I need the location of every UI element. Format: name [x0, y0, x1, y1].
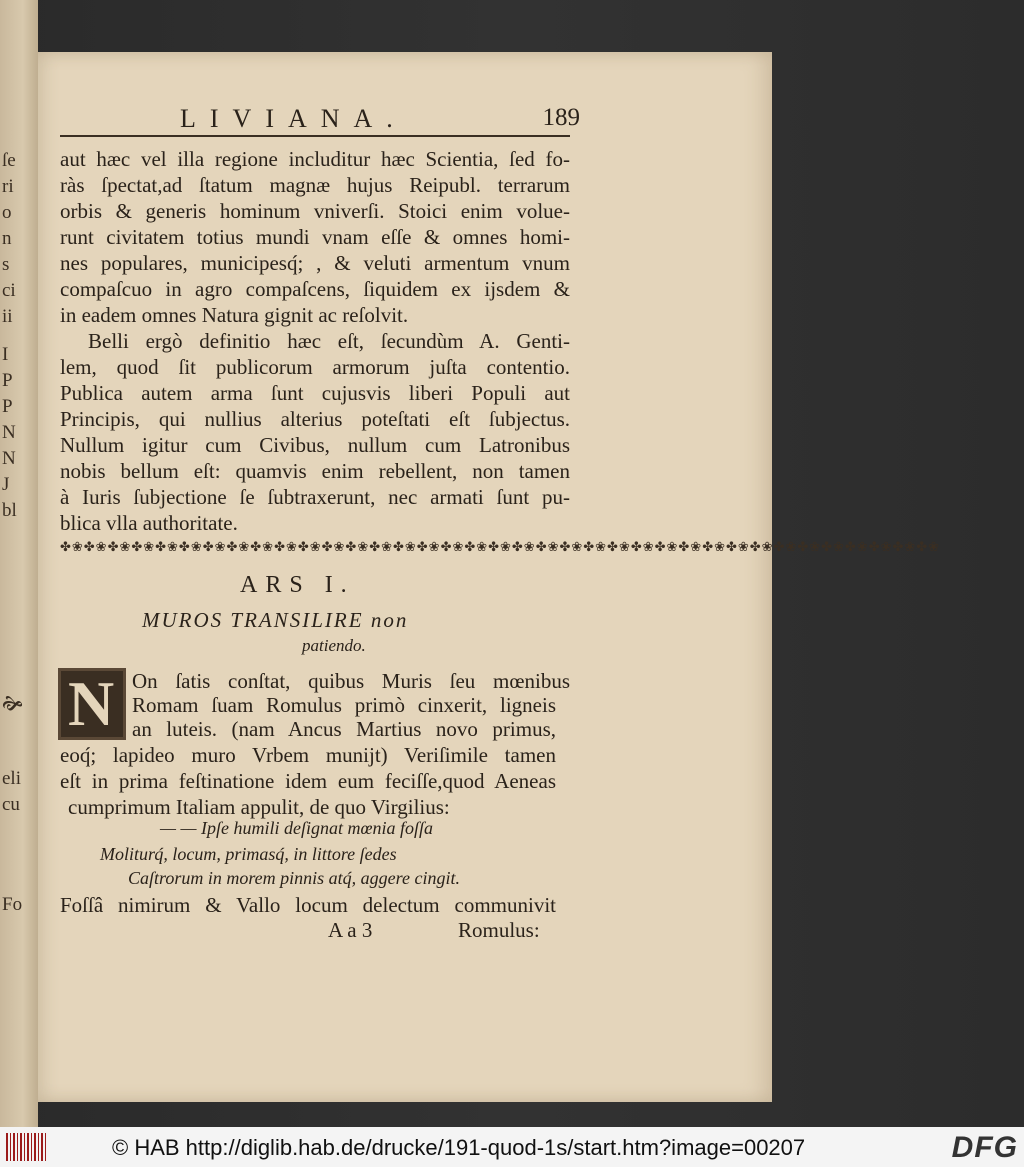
text-line: nobis bellum eſt: quamvis enim rebellent, non tamen — [60, 459, 570, 483]
section-subtitle-continued: patiendo. — [302, 636, 366, 655]
text-line: in eadem omnes Natura gignit ac reſolvit. — [60, 303, 409, 327]
page-header — [180, 104, 580, 134]
section-subtitle: MUROS TRANSILIRE non — [142, 608, 409, 632]
text-line: compaſcuo in agro compaſcens, ſiquidem ex ijsdem & — [60, 277, 570, 301]
text-line: eſt in prima feſtinatione idem eum feciſſe,quod Aeneas — [60, 769, 556, 793]
ornament-border: ✤❀✤❀✤❀✤❀✤❀✤❀✤❀✤❀✤❀✤❀✤❀✤❀✤❀✤❀✤❀✤❀✤❀✤❀✤❀✤❀✤❀✤❀✤❀✤❀✤❀✤❀✤❀✤❀✤❀✤❀✤❀✤❀✤❀✤❀✤❀✤❀✤❀ — [60, 539, 941, 554]
text-line: à Iuris ſubjectione ſe ſubtraxerunt, nec armati ſunt pu- — [60, 485, 570, 509]
source-credit-link[interactable]: © HAB http://diglib.hab.de/drucke/191-quod-1s/start.htm?image=00207 — [112, 1135, 806, 1160]
previous-page-edge: ſe ri o n s ci ii I P P N N J bl 🙞 eli cu Fo — [0, 0, 38, 1127]
decorated-initial — [58, 668, 126, 740]
catchword: Romulus: — [458, 918, 540, 942]
text-line: ràs ſpectat,ad ſtatum magnæ hujus Reipubl. terrarum — [60, 173, 570, 197]
viewer-footer — [0, 1127, 1024, 1167]
text-line: an luteis. (nam Ancus Martius novo primus, — [132, 717, 556, 741]
page-number: 189 — [542, 104, 580, 131]
hab-barcode-icon — [6, 1133, 46, 1161]
signature-mark: A a 3 — [328, 918, 373, 942]
initial-letter: N — [68, 668, 115, 739]
text-line: cumprimum Italiam appulit, de quo Virgilius: — [68, 795, 450, 819]
text-line: Foſſâ nimirum & Vallo locum delectum communivit — [60, 893, 556, 917]
text-line: Romam ſuam Romulus primò cinxerit, ligneis — [132, 693, 556, 717]
verse-line: Moliturq́, locum, primasq́, in littore ſedes — [100, 844, 397, 864]
text-line: Belli ergò definitio hæc eſt, ſecundùm A. Genti- — [88, 329, 570, 353]
text-line: blica vlla authoritate. — [60, 511, 238, 535]
verse-line: Caſtrorum in morem pinnis atq́, aggere cingit. — [128, 868, 460, 888]
text-line: orbis & generis hominum vniverſi. Stoici enim volue- — [60, 199, 570, 223]
text-line: runt civitatem totius mundi vnam eſſe & omnes homi- — [60, 225, 570, 249]
text-line: Nullum igitur cum Civibus, nullum cum Latronibus — [60, 433, 570, 457]
text-line: On ſatis conſtat, quibus Muris ſeu mœnibus — [132, 669, 570, 693]
header-rule — [60, 135, 570, 137]
text-line: lem, quod ſit publicorum armorum juſta contentio. — [60, 355, 570, 379]
text-line: Publica autem arma ſunt cujusvis liberi Populi aut — [60, 381, 570, 405]
text-line: aut hæc vel illa regione includitur hæc Scientia, ſed fo- — [60, 147, 570, 171]
text-line: Principis, qui nullius alterius poteſtati eſt ſubjectus. — [60, 407, 570, 431]
text-line: eoq́; lapideo muro Vrbem munijt) Veriſimile tamen — [60, 743, 556, 767]
dfg-logo: DFG — [951, 1131, 1018, 1164]
text-line: nes populares, municipesq́; , & veluti armentum vnum — [60, 251, 570, 275]
verse-line: — — Ipſe humili deſignat mœnia foſſa — [160, 818, 433, 838]
running-title: LIVIANA. — [180, 104, 407, 133]
section-title: ARS I. — [240, 572, 355, 598]
